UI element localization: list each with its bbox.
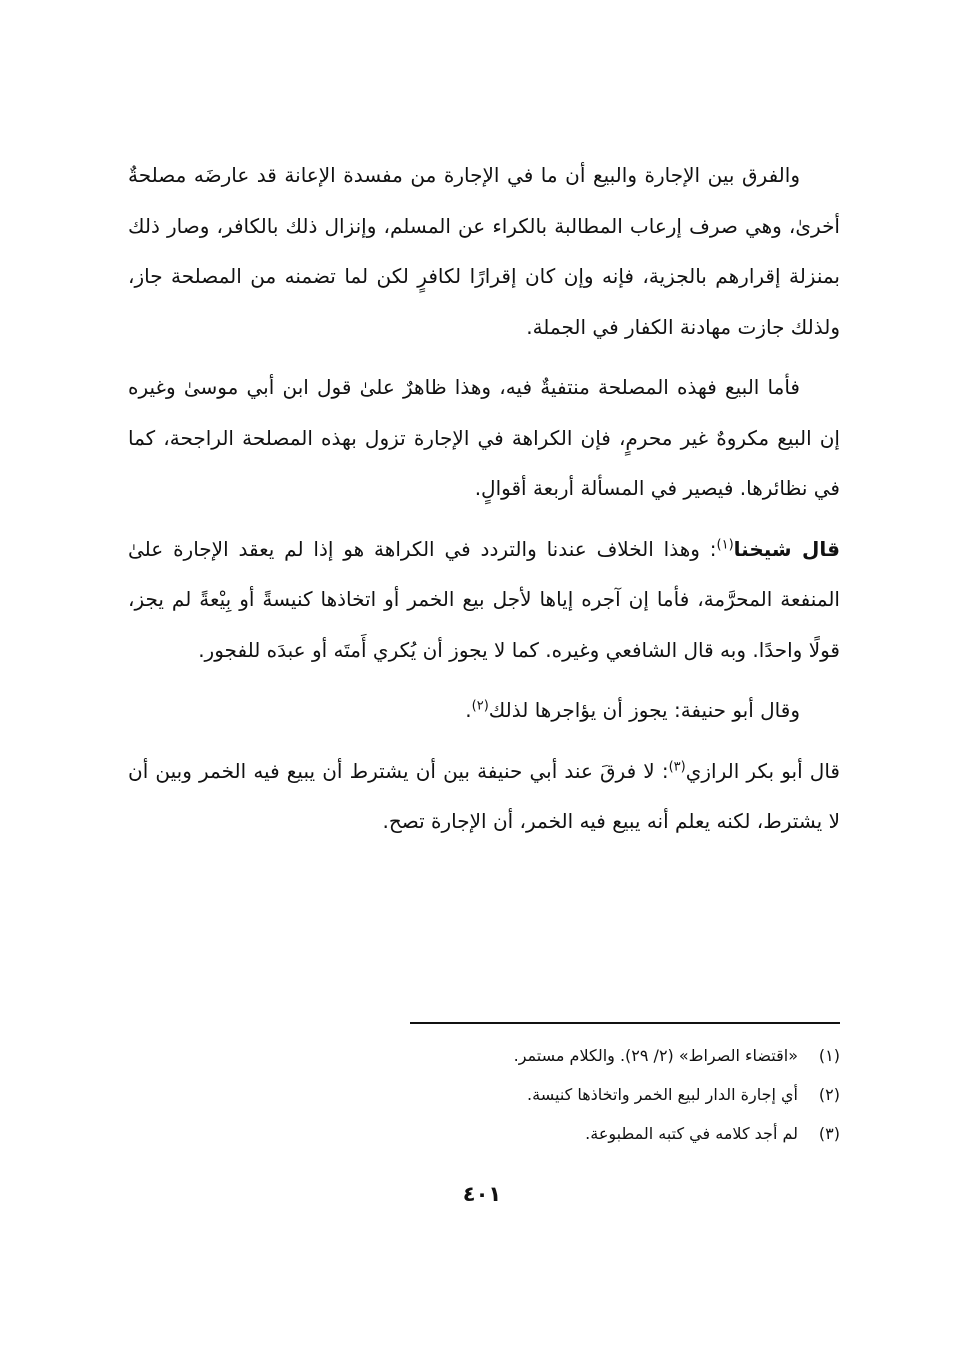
footnote-divider (410, 1022, 840, 1024)
paragraph-3 (128, 524, 840, 676)
paragraph-4 (128, 685, 840, 736)
paragraph-4-lead: وقال أبو حنيفة: يجوز أن يؤاجرها لذلك (488, 698, 800, 722)
footnote-item (128, 1114, 840, 1153)
paragraph-5-lead: قال أبو بكر الرازي (685, 758, 840, 783)
footnote-number: (٣) (818, 1124, 840, 1143)
page-number: ٤٠١ (462, 1182, 502, 1206)
footnote-item (128, 1036, 840, 1075)
footnotes (128, 1036, 840, 1153)
footnote-number: (١) (818, 1046, 840, 1065)
footnote-ref-3[interactable]: (٣) (668, 758, 686, 774)
footnote-text: «اقتضاء الصراط» (٢/ ٢٩). والكلام مستمر. (513, 1046, 798, 1065)
footnote-number: (٢) (818, 1085, 840, 1104)
footnote-text: لم أجد كلامه في كتبه المطبوعة. (585, 1124, 798, 1143)
paragraph-1 (128, 150, 840, 352)
paragraph-5-text: : لا فرقَ عند أبي حنيفة بين أن يشترط أن يبيع فيه الخمر وبين أن لا يشترط، لكنه يعلم أنه يبيع فيه الخمر، أن الإجارة تصح. (128, 758, 840, 833)
paragraph-2-text: فأما البيع فهذه المصلحة منتفيةٌ فيه، وهذا ظاهرٌ علىٰ قول ابن أبي موسىٰ وغيره إن البيع مكروهٌ غير محرمٍ، فإن الكراهة في الإجارة تزول بهذه المصلحة الراجحة، كما في نظائرها. فيصير في المسألة أربعة أقوالٍ. (128, 375, 840, 500)
paragraph-1-text: والفرق بين الإجارة والبيع أن ما في الإجارة من مفسدة الإعانة قد عارضَه مصلحةٌ أخرىٰ، وهي صرف إرعاب المطالبة بالكراء عن المسلم، وإنزال ذلك بالكافر، وصار ذلك بمنزلة إقرارهم بالجزية، فإنه وإن كان إقرارًا لكافرٍ لكن لما تضمنه من المصلحة جاز، ولذلك جازت مهادنة الكفار في الجملة. (128, 163, 840, 339)
paragraph-4-text: . (465, 698, 472, 722)
paragraph-3-text: : وهذا الخلاف عندنا والتردد في الكراهة هو إذا لم يعقد الإجارة علىٰ المنفعة المحرَّمة، فأما إن آجره إياها لأجل بيع الخمر أو اتخاذها كنيسةً أو بِيْعةً لم يجز، قولًا واحدًا. وبه قال الشافعي وغيره. كما لا يجوز أن يُكري أَمتَه أو عبدَه للفجور. (128, 536, 840, 662)
footnote-item (128, 1075, 840, 1114)
footnote-text: أي إجارة الدار لبيع الخمر واتخاذها كنيسة. (527, 1085, 798, 1104)
paragraph-5 (128, 746, 840, 847)
paragraph-2 (128, 362, 840, 514)
main-text (128, 150, 840, 857)
footnote-ref-1[interactable]: (١) (716, 536, 734, 552)
footnote-ref-2[interactable]: (٢) (471, 698, 489, 714)
paragraph-3-lead: قال شيخنا (733, 536, 840, 561)
